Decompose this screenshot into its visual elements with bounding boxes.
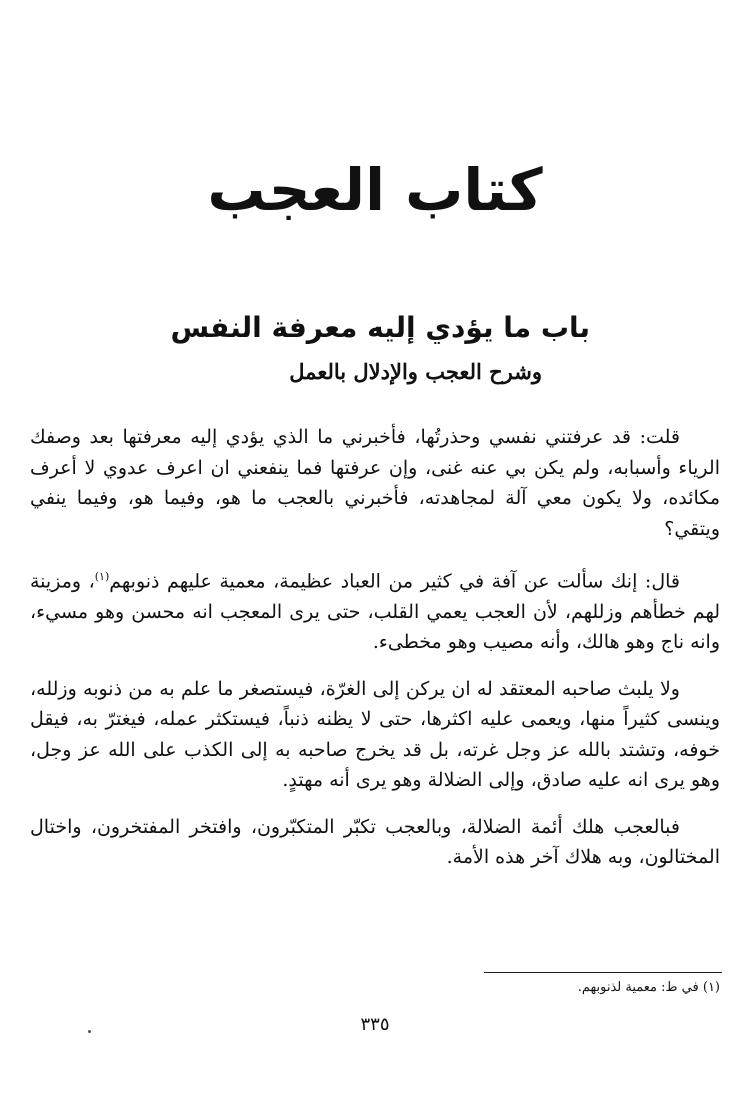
paragraph-answer-rest: ، ومزينة لهم خطأهم وزللهم، لأن العجب يعمي القلب، حتى يرى المعجب انه محسن وهو مسيء، وانه ناج وهو هالك، وأنه مصيب وهو مخطىء. (30, 570, 720, 654)
margin-speck (88, 1030, 91, 1033)
paragraph-answer (30, 562, 720, 658)
footnote-reference: (١) (94, 570, 110, 583)
body-text (30, 422, 720, 887)
paragraph-conclusion: فبالعجب هلك أئمة الضلالة، وبالعجب تكبّر المتكبّرون، وافتخر المفتخرون، واختال المختالون، وبه هلاك آخر هذه الأمة. (30, 815, 720, 869)
paragraph-question: قلت: قد عرفتني نفسي وحذرتُها، فأخبرني ما الذي يؤدي إليه معرفتها بعد وصفك الرياء وأسبابه، ولم يكن بي عنه غنى، وإن عرفتها فما ينفعني ان اعرف عدوي لا أعرف مكائده، ولا يكون معي آلة لمجاهدته، فأخبرني بالعجب ما هو، وفيما هو، وفيما ينفي ويتقي؟ (30, 426, 720, 540)
footnote: (١) في ط: معمية لذنوبهم. (577, 980, 720, 995)
paragraph-consequences: ولا يلبث صاحبه المعتقد له ان يركن إلى الغرّة، فيستصغر ما علم به من ذنوبه وزلله، وينسى كثيراً منها، ويعمى عليه اكثرها، حتى لا يظنه ذنباً، فيستكثر عمله، فيغترّ به، فيقل خوفه، وتشتد بالله عز وجل غرته، بل قد يخرج صاحبه به إلى الكذب على الله عز وجل، وهو يرى انه عليه صادق، وإلى الضلالة وهو يرى أنه مهتدٍ. (30, 677, 720, 792)
footnote-divider (484, 972, 722, 973)
chapter-title: باب ما يؤدي إليه معرفة النفس (170, 311, 590, 344)
book-title: كتاب العجب (207, 156, 543, 224)
paragraph-answer-start: قال: إنك سألت عن آفة في كثير من العباد عظيمة، معمية عليهم ذنوبهم (109, 570, 680, 593)
chapter-subtitle: وشرح العجب والإدلال بالعمل (289, 359, 542, 384)
page-number: ٣٣٥ (360, 1014, 390, 1035)
